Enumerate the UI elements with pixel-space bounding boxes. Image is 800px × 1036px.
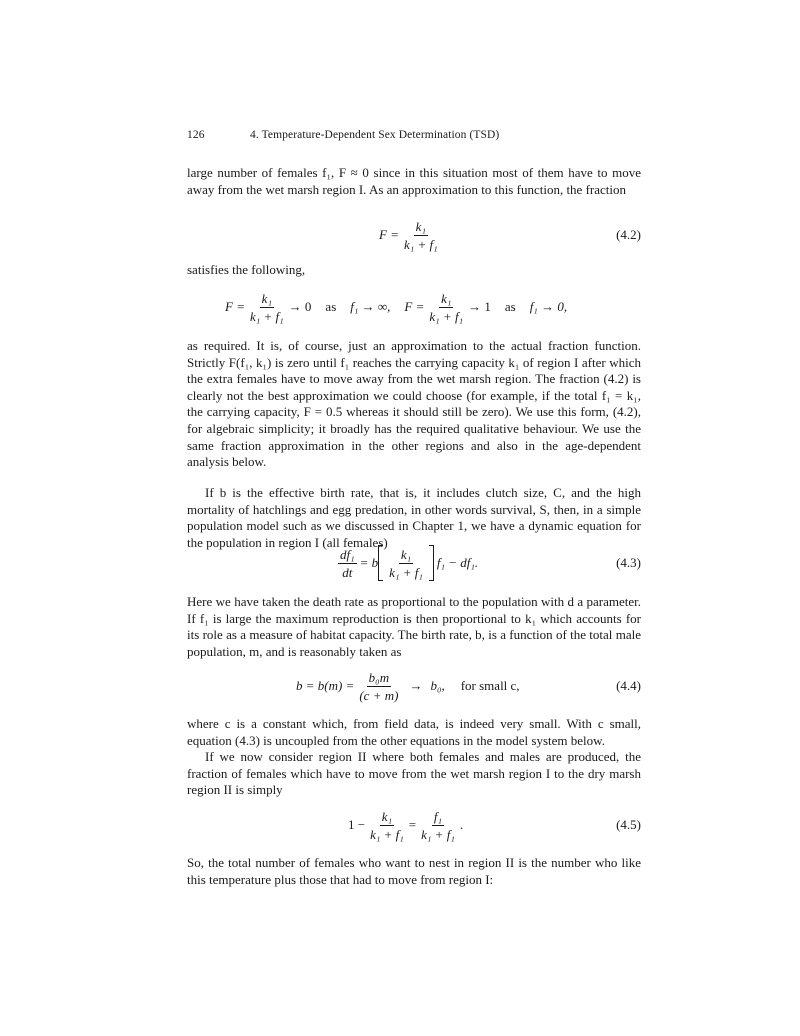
- equation-4-4: b = b(m) = $\frac{\text{b₀m}}{(c + m)}$ → b₀, for small c, (4.4): [187, 666, 641, 706]
- paragraph-7: If we now consider region II where both females and males are produced, the fraction of females which have to move from the wet marsh region I to the dry marsh region II is simply: [187, 749, 641, 798]
- running-header: [187, 129, 499, 141]
- equation-4-2: F = $\frac{\text{k₁}}{\text{k₁ + f₁}}$ (4.2): [187, 215, 641, 255]
- paragraph-5: Here we have taken the death rate as proportional to the population with d a parameter. If f₁ is large the maximum reproduction is then proportional to k₁ which accounts for its role as a measure of habitat capacity. The birth rate, b, is a function of the total male population, m, and is reasonably taken as: [187, 594, 641, 659]
- paragraph-6: where c is a constant which, from field data, is indeed very small. With c small, equation (4.3) is uncoupled from the other equations in the model system below.: [187, 716, 641, 748]
- fraction: $\frac{\text{k₁}}{\text{k₁ + f₁}}$: [403, 218, 438, 252]
- running-title: 4. Temperature-Dependent Sex Determination (TSD): [249, 129, 500, 141]
- paragraph-4: If b is the effective birth rate, that is, it includes clutch size, C, and the high mortality of hatchlings and egg predation, in other words survival, S, then, in a simple population model such as we discussed in Chapter 1, we have a dynamic equation for the population in region I (all females): [187, 485, 641, 550]
- equation-4-5: 1 − $\frac{\text{k₁}}{\text{k₁ + f₁}}$ = $\frac{\text{f₁}}{\text{k₁ + f₁}}$ . (4.5): [187, 805, 641, 845]
- equation-4-3: $\frac{\text{df₁}}{dt}$ = b $\frac{\text{k₁}}{\text{k₁ + f₁}}$ f₁ − df₁. (4.3): [187, 543, 641, 583]
- paragraph-8: So, the total number of females who want to nest in region II is the number who like this temperature plus those that had to move from region I:: [187, 855, 641, 887]
- paragraph-1: large number of females f₁, F ≈ 0 since in this situation most of them have to move away from the wet marsh region I. As an approximation to this function, the fraction: [187, 165, 641, 197]
- equation-number: (4.5): [616, 817, 641, 832]
- equation-limits: F = $\frac{\text{k₁}}{\text{k₁ + f₁}}$ → 0 as f₁ → ∞, F = $\frac{\text{k₁}}{\text{k₁ + f₁}}$ → 1 as f₁ → 0,: [225, 290, 568, 324]
- page-number: 126: [187, 129, 205, 141]
- paragraph-3: as required. It is, of course, just an approximation to the actual fraction function. Strictly F(f₁, k₁) is zero until f₁ reaches the carrying capacity k₁ of region I after which the extra females have to move away from the wet marsh region. The fraction (4.2) is clearly not the best approximation we could choose (for example, if the total f₁ = k₁, the carrying capacity, F = 0.5 whereas it should still be zero). We use this form, (4.2), for algebraic simplicity; it broadly has the required qualitative behaviour. We use the same fraction approximation in the other regions and also in the age-dependent analysis below.: [187, 338, 641, 470]
- equation-number: (4.3): [616, 555, 641, 570]
- paragraph-2: satisfies the following,: [187, 262, 306, 277]
- equation-number: (4.2): [616, 227, 641, 242]
- equation-number: (4.4): [616, 678, 641, 693]
